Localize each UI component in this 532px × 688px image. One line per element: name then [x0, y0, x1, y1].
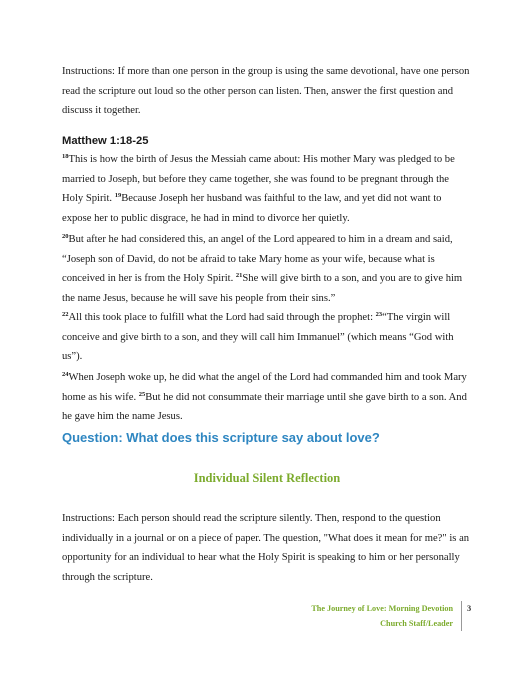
verse-text: Because Joseph her husband was faithful to the law, and yet did not want to expose her to public disgrace, he had in mind to divorce her quietly. [62, 193, 442, 224]
verse-text: “The virgin will conceive and give birth to a son, and they will call him Immanuel” (which means “God with us”). [62, 312, 454, 362]
verse-number: 22 [62, 311, 69, 318]
group-instructions: Instructions: If more than one person in the group is using the same devotional, have one person read the scripture out loud so the other person can listen. Then, answer the first question and discuss it together. [62, 66, 470, 116]
verse-text: When Joseph woke up, he did what the angel of the Lord had commanded him and took Mary home as his wife. [62, 372, 467, 403]
paragraph-4 [62, 368, 472, 427]
verse-number: 20 [62, 233, 69, 240]
verse-text: All this took place to fulfill what the Lord had said through the prophet: [68, 312, 376, 323]
discussion-question: Question: What does this scripture say about love? [62, 430, 380, 445]
verse-number: 18 [62, 153, 69, 160]
footer-subtitle: Church Staff/Leader [380, 619, 453, 628]
individual-instructions: Instructions: Each person should read the scripture silently. Then, respond to the question individually in a journal or on a piece of paper. The question, "What does it mean for me?" is an opportunity for an individual to hear what the Holy Spirit is speaking to him or her personally through the scripture. [62, 513, 470, 583]
verse-number: 24 [62, 371, 69, 378]
passage-heading: Matthew 1:18-25 [62, 135, 149, 147]
verse-number: 25 [138, 390, 146, 398]
verse-number: 23 [375, 311, 383, 318]
verse-text: But he did not consummate their marriage until she gave birth to a son. And he gave him the name Jesus. [62, 391, 467, 422]
page-number: 3 [467, 604, 472, 613]
paragraph-1 [62, 150, 472, 228]
verse-text: This is how the birth of Jesus the Messiah came about: His mother Mary was pledged to be married to Joseph, but before they came together, she was found to be pregnant through the Holy Spirit. [62, 154, 455, 204]
verse-text: She will give birth to a son, and you are to give him the name Jesus, because he will save his people from their sins.” [62, 273, 463, 304]
footer-title: The Journey of Love: Morning Devotion [311, 604, 453, 613]
reflection-heading: Individual Silent Reflection [193, 471, 341, 485]
verse-text: But after he had considered this, an angel of the Lord appeared to him in a dream and said, “Joseph son of David, do not be afraid to take Mary home as your wife, because what is conceived in her is from the Holy Spirit. [62, 234, 453, 284]
verse-number: 21 [235, 272, 243, 279]
verse-number: 19 [114, 192, 122, 199]
paragraph-2 [62, 230, 472, 308]
page-footer [311, 601, 462, 631]
paragraph-3 [62, 308, 472, 367]
